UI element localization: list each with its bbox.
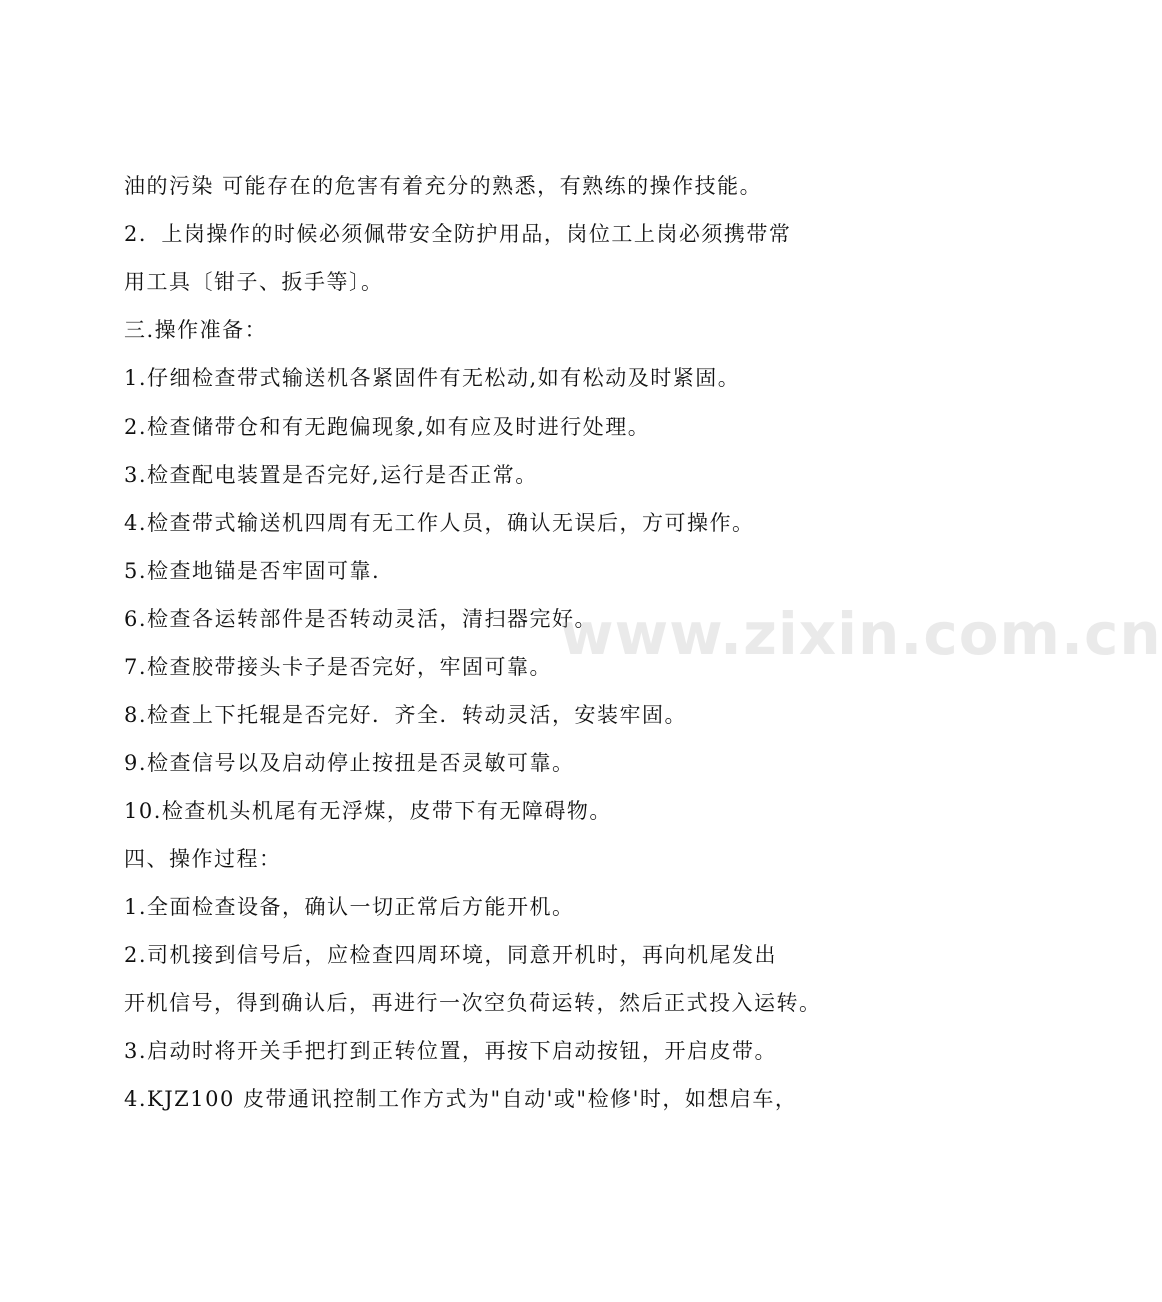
text-line: 7.检查胶带接头卡子是否完好，牢固可靠。 <box>124 655 553 679</box>
text-line: 2.检查储带仓和有无跑偏现象,如有应及时进行处理。 <box>124 415 651 439</box>
text-line: 1.仔细检查带式输送机各紧固件有无松动,如有松动及时紧固。 <box>124 366 741 390</box>
text-line: 开机信号，得到确认后，再进行一次空负荷运转，然后正式投入运转。 <box>124 991 822 1015</box>
text-line: 9.检查信号以及启动停止按扭是否灵敏可靠。 <box>124 751 575 775</box>
text-line: 2．上岗操作的时候必须佩带安全防护用品，岗位工上岗必须携带常 <box>124 222 792 246</box>
text-line: 10.检查机头机尾有无浮煤，皮带下有无障碍物。 <box>124 799 612 823</box>
text-line: 4.KJZ100 皮带通讯控制工作方式为"自动'或"检修'时，如想启车， <box>124 1087 798 1111</box>
text-line: 8.检查上下托辊是否完好．齐全．转动灵活，安装牢固。 <box>124 703 688 727</box>
text-line: 3.启动时将开关手把打到正转位置，再按下启动按钮，开启皮带。 <box>124 1039 778 1063</box>
text-line: 6.检查各运转部件是否转动灵活，清扫器完好。 <box>124 607 598 631</box>
text-line: 用工具〔钳子、扳手等〕。 <box>124 270 384 294</box>
text-line: 1.全面检查设备，确认一切正常后方能开机。 <box>124 895 575 919</box>
watermark: www.zixin.com.cn <box>560 600 1162 668</box>
text-line: 油的污染 可能存在的危害有着充分的熟悉，有熟练的操作技能。 <box>124 174 763 198</box>
text-line: 4.检查带式输送机四周有无工作人员，确认无误后，方可操作。 <box>124 511 755 535</box>
text-line: 2.司机接到信号后，应检查四周环境，同意开机时，再向机尾发出 <box>124 943 778 967</box>
text-line: 3.检查配电装置是否完好,运行是否正常。 <box>124 463 538 487</box>
section-heading: 三.操作准备： <box>124 318 268 342</box>
section-heading: 四、操作过程： <box>124 847 282 871</box>
text-line: 5.检查地锚是否牢固可靠. <box>124 559 381 583</box>
